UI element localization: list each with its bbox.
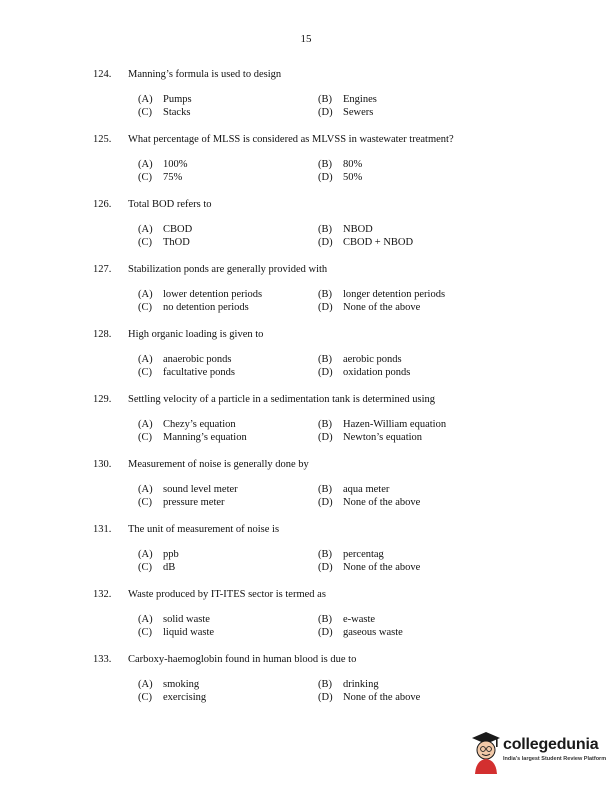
options <box>93 288 573 314</box>
options <box>93 548 573 574</box>
question-128 <box>93 328 573 379</box>
question-133 <box>93 653 573 704</box>
option-label: (C) <box>138 432 152 443</box>
option-d <box>318 171 498 184</box>
option-d <box>318 626 498 639</box>
option-label: (A) <box>138 94 153 105</box>
option-label: (D) <box>318 107 333 118</box>
option-a <box>138 613 318 626</box>
option-a <box>138 418 318 431</box>
option-d <box>318 106 498 119</box>
option-text: Newton’s equation <box>343 432 423 443</box>
question-stem <box>93 133 573 147</box>
question-number: 125. <box>93 134 112 145</box>
option-row <box>93 678 573 691</box>
option-text: 100% <box>163 159 188 170</box>
option-label: (C) <box>138 562 152 573</box>
option-text: percentag <box>343 549 384 560</box>
options <box>93 93 573 119</box>
option-a <box>138 678 318 691</box>
option-c <box>138 691 318 704</box>
option-b <box>318 158 498 171</box>
option-b <box>318 483 498 496</box>
question-number: 127. <box>93 264 112 275</box>
option-row <box>93 223 573 236</box>
option-label: (D) <box>318 432 333 443</box>
option-c <box>138 626 318 639</box>
option-label: (D) <box>318 237 333 248</box>
option-text: ThOD <box>163 237 190 248</box>
question-stem <box>93 263 573 277</box>
question-number: 126. <box>93 199 112 210</box>
option-text: Chezy’s equation <box>163 419 236 430</box>
option-row <box>93 106 573 119</box>
option-label: (C) <box>138 497 152 508</box>
option-label: (A) <box>138 614 153 625</box>
option-label: (C) <box>138 302 152 313</box>
option-a <box>138 223 318 236</box>
option-label: (B) <box>318 289 332 300</box>
option-label: (A) <box>138 289 153 300</box>
option-row <box>93 613 573 626</box>
option-row <box>93 626 573 639</box>
option-text: Hazen-William equation <box>343 419 447 430</box>
option-b <box>318 613 498 626</box>
option-b <box>318 93 498 106</box>
question-number: 129. <box>93 394 112 405</box>
question-stem <box>93 588 573 602</box>
collegedunia-logo <box>468 728 608 778</box>
option-label: (A) <box>138 159 153 170</box>
option-label: (A) <box>138 419 153 430</box>
option-text: dB <box>163 562 176 573</box>
option-label: (B) <box>318 159 332 170</box>
option-d <box>318 561 498 574</box>
option-text: 75% <box>163 172 183 183</box>
option-row <box>93 236 573 249</box>
question-stem <box>93 653 573 667</box>
question-stem <box>93 68 573 82</box>
option-d <box>318 691 498 704</box>
option-d <box>318 431 498 444</box>
option-label: (A) <box>138 484 153 495</box>
option-text: ppb <box>163 549 179 560</box>
option-text: liquid waste <box>163 627 215 638</box>
question-stem <box>93 458 573 472</box>
option-text: sound level meter <box>163 484 238 495</box>
option-text: oxidation ponds <box>343 367 411 378</box>
option-text: longer detention periods <box>343 289 446 300</box>
option-c <box>138 301 318 314</box>
option-label: (A) <box>138 224 153 235</box>
question-stem <box>93 198 573 212</box>
option-a <box>138 288 318 301</box>
option-text: aqua meter <box>343 484 390 495</box>
question-number: 131. <box>93 524 112 535</box>
options <box>93 483 573 509</box>
option-row <box>93 483 573 496</box>
option-b <box>318 288 498 301</box>
option-row <box>93 561 573 574</box>
option-text: solid waste <box>163 614 210 625</box>
option-b <box>318 548 498 561</box>
option-d <box>318 366 498 379</box>
option-text: None of the above <box>343 562 421 573</box>
question-text: What percentage of MLSS is considered as MLVSS in wastewater treatment? <box>128 134 454 145</box>
option-label: (B) <box>318 419 332 430</box>
option-a <box>138 353 318 366</box>
options <box>93 223 573 249</box>
option-label: (A) <box>138 679 153 690</box>
option-label: (C) <box>138 367 152 378</box>
logo-wordmark: collegedunia <box>503 736 599 753</box>
question-number: 128. <box>93 329 112 340</box>
option-label: (C) <box>138 692 152 703</box>
question-127 <box>93 263 573 314</box>
option-row <box>93 691 573 704</box>
question-text: Stabilization ponds are generally provided with <box>128 264 328 275</box>
option-label: (D) <box>318 302 333 313</box>
option-text: Sewers <box>343 107 374 118</box>
option-d <box>318 496 498 509</box>
option-row <box>93 431 573 444</box>
question-text: High organic loading is given to <box>128 329 264 340</box>
option-a <box>138 158 318 171</box>
option-text: Engines <box>343 94 377 105</box>
option-a <box>138 483 318 496</box>
question-130 <box>93 458 573 509</box>
option-text: anaerobic ponds <box>163 354 232 365</box>
question-124 <box>93 68 573 119</box>
option-text: facultative ponds <box>163 367 236 378</box>
option-text: pressure meter <box>163 497 225 508</box>
option-text: 80% <box>343 159 363 170</box>
option-c <box>138 171 318 184</box>
question-129 <box>93 393 573 444</box>
option-label: (C) <box>138 107 152 118</box>
option-row <box>93 93 573 106</box>
question-126 <box>93 198 573 249</box>
question-number: 133. <box>93 654 112 665</box>
option-label: (D) <box>318 367 333 378</box>
option-label: (C) <box>138 627 152 638</box>
page-number: 15 <box>300 33 312 45</box>
option-c <box>138 236 318 249</box>
option-b <box>318 353 498 366</box>
question-text: Total BOD refers to <box>128 199 212 210</box>
option-text: CBOD + NBOD <box>343 237 414 248</box>
options <box>93 613 573 639</box>
option-label: (B) <box>318 549 332 560</box>
question-stem <box>93 523 573 537</box>
option-row <box>93 496 573 509</box>
option-c <box>138 496 318 509</box>
option-label: (B) <box>318 354 332 365</box>
option-b <box>318 418 498 431</box>
option-row <box>93 548 573 561</box>
option-row <box>93 171 573 184</box>
option-c <box>138 431 318 444</box>
option-label: (B) <box>318 224 332 235</box>
option-label: (B) <box>318 679 332 690</box>
question-text: Waste produced by IT-ITES sector is termed as <box>128 589 326 600</box>
option-d <box>318 236 498 249</box>
question-text: The unit of measurement of noise is <box>128 524 280 535</box>
option-row <box>93 353 573 366</box>
option-text: e-waste <box>343 614 376 625</box>
option-text: drinking <box>343 679 379 690</box>
option-text: aerobic ponds <box>343 354 402 365</box>
option-label: (C) <box>138 237 152 248</box>
option-row <box>93 288 573 301</box>
question-132 <box>93 588 573 639</box>
option-label: (D) <box>318 172 333 183</box>
option-row <box>93 301 573 314</box>
option-c <box>138 561 318 574</box>
question-text: Settling velocity of a particle in a sedimentation tank is determined using <box>128 394 436 405</box>
options <box>93 418 573 444</box>
option-label: (A) <box>138 549 153 560</box>
option-d <box>318 301 498 314</box>
question-text: Manning’s formula is used to design <box>128 69 282 80</box>
option-row <box>93 158 573 171</box>
question-number: 130. <box>93 459 112 470</box>
question-text: Carboxy-haemoglobin found in human blood is due to <box>128 654 357 665</box>
option-label: (B) <box>318 484 332 495</box>
option-text: no detention periods <box>163 302 249 313</box>
option-a <box>138 548 318 561</box>
option-c <box>138 106 318 119</box>
option-text: NBOD <box>343 224 373 235</box>
option-row <box>93 366 573 379</box>
option-text: None of the above <box>343 302 421 313</box>
option-a <box>138 93 318 106</box>
question-131 <box>93 523 573 574</box>
option-c <box>138 366 318 379</box>
option-label: (D) <box>318 562 333 573</box>
question-number: 124. <box>93 69 112 80</box>
option-text: None of the above <box>343 692 421 703</box>
option-b <box>318 223 498 236</box>
question-stem <box>93 393 573 407</box>
options <box>93 678 573 704</box>
option-text: CBOD <box>163 224 193 235</box>
option-label: (B) <box>318 94 332 105</box>
option-label: (D) <box>318 627 333 638</box>
option-text: 50% <box>343 172 363 183</box>
question-number: 132. <box>93 589 112 600</box>
option-label: (D) <box>318 497 333 508</box>
option-text: gaseous waste <box>343 627 403 638</box>
option-label: (C) <box>138 172 152 183</box>
option-label: (D) <box>318 692 333 703</box>
option-text: Pumps <box>163 94 192 105</box>
option-text: exercising <box>163 692 207 703</box>
option-row <box>93 418 573 431</box>
question-125 <box>93 133 573 184</box>
graduate-mascot-icon <box>468 728 502 776</box>
option-text: Manning’s equation <box>163 432 247 443</box>
question-stem <box>93 328 573 342</box>
options <box>93 353 573 379</box>
option-label: (B) <box>318 614 332 625</box>
options <box>93 158 573 184</box>
option-text: smoking <box>163 679 200 690</box>
option-text: lower detention periods <box>163 289 263 300</box>
logo-tagline: India's largest Student Review Platform <box>503 756 607 762</box>
option-b <box>318 678 498 691</box>
option-text: None of the above <box>343 497 421 508</box>
option-text: Stacks <box>163 107 191 118</box>
question-text: Measurement of noise is generally done by <box>128 459 309 470</box>
option-label: (A) <box>138 354 153 365</box>
